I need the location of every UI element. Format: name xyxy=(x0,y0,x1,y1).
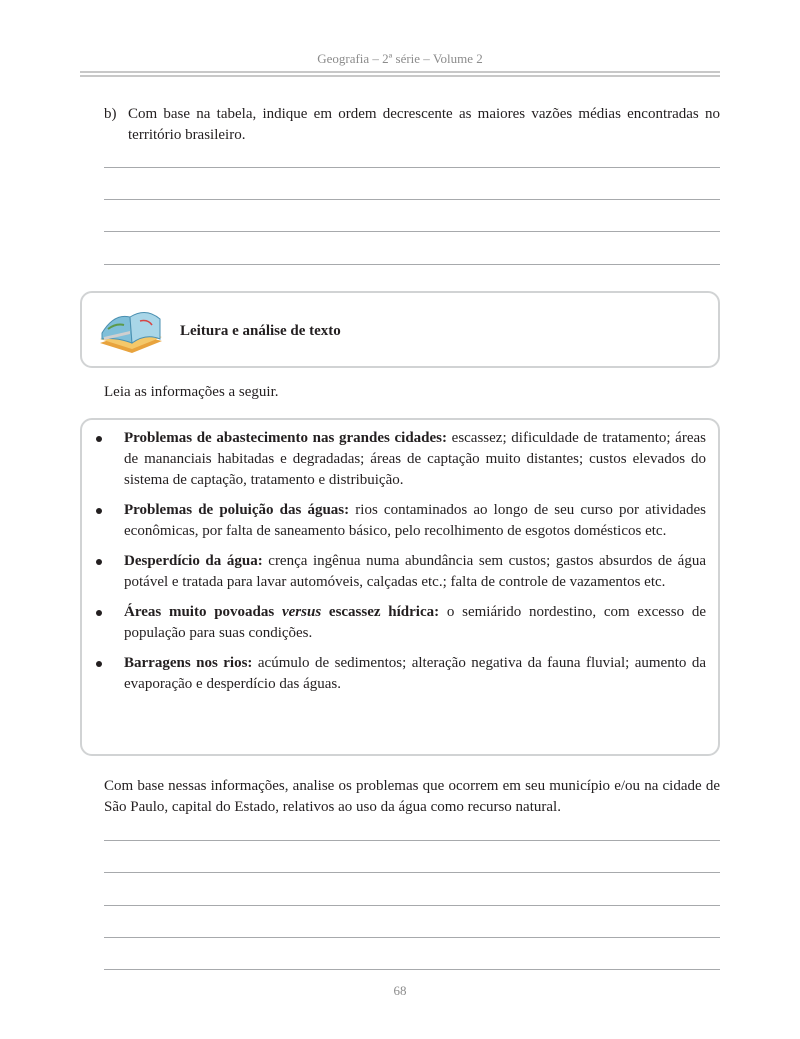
list-item xyxy=(124,602,706,644)
section-header-box xyxy=(80,291,720,368)
answer-line[interactable] xyxy=(104,167,720,168)
item-title: Desperdício da água: xyxy=(124,553,263,569)
answer-line[interactable] xyxy=(104,231,720,232)
intro-text: Leia as informações a seguir. xyxy=(104,384,279,400)
page-number: 68 xyxy=(393,983,407,998)
header-rule xyxy=(80,75,720,77)
item-text: rios contaminados ao longo de seu curso por atividades econômicas, por falta de saneamento básico, pelo recolhimento de esgotos domésticos etc. xyxy=(124,502,706,539)
item-title: Barragens nos rios: xyxy=(124,655,253,671)
open-book-icon xyxy=(96,303,166,355)
list-item xyxy=(124,551,706,593)
section-title: Leitura e análise de texto xyxy=(180,323,341,339)
list-item xyxy=(124,653,706,695)
answer-line[interactable] xyxy=(104,264,720,265)
list-item xyxy=(124,428,706,491)
item-title: Problemas de poluição das águas: xyxy=(124,502,350,518)
question-letter: b) xyxy=(104,106,117,122)
header-rule xyxy=(80,71,720,73)
bullet-icon xyxy=(96,508,102,514)
answer-line[interactable] xyxy=(104,872,720,873)
item-title: Problemas de abastecimento nas grandes cidades: xyxy=(124,430,447,446)
item-title: Áreas muito povoadas versus escassez hídrica: xyxy=(124,604,440,620)
item-title-italic: versus xyxy=(281,604,322,620)
closing-instruction: Com base nessas informações, analise os problemas que ocorrem em seu município e/ou na cidade de São Paulo, capital do Estado, relativos ao uso da água como recurso natural. xyxy=(104,778,720,815)
item-text: o semiárido nordestino, com excesso de população para suas condições. xyxy=(124,604,706,641)
answer-line[interactable] xyxy=(104,199,720,200)
item-text: acúmulo de sedimentos; alteração negativa da fauna fluvial; aumento da evaporação e desperdício das águas. xyxy=(124,655,706,692)
list-item xyxy=(124,500,706,542)
bullet-icon xyxy=(96,559,102,565)
information-list xyxy=(124,428,706,704)
bullet-icon xyxy=(96,436,102,442)
question-text: Com base na tabela, indique em ordem decrescente as maiores vazões médias encontradas no território brasileiro. xyxy=(128,106,720,143)
answer-line[interactable] xyxy=(104,840,720,841)
question-b xyxy=(104,104,720,146)
bullet-icon xyxy=(96,661,102,667)
item-text: escassez; dificuldade de tratamento; áreas de mananciais habitadas e degradadas; áreas de captação muito distantes; custos elevados do sistema de captação, tratamento e distribuição. xyxy=(124,430,706,488)
bullet-icon xyxy=(96,610,102,616)
item-text: crença ingênua numa abundância sem custos; gastos absurdos de água potável e tratada para lavar automóveis, calçadas etc.; falta de controle de vazamentos etc. xyxy=(124,553,706,590)
answer-line[interactable] xyxy=(104,905,720,906)
running-header: Geografia – 2ª série – Volume 2 xyxy=(317,51,483,66)
information-box xyxy=(80,418,720,756)
answer-line[interactable] xyxy=(104,937,720,938)
answer-line[interactable] xyxy=(104,969,720,970)
